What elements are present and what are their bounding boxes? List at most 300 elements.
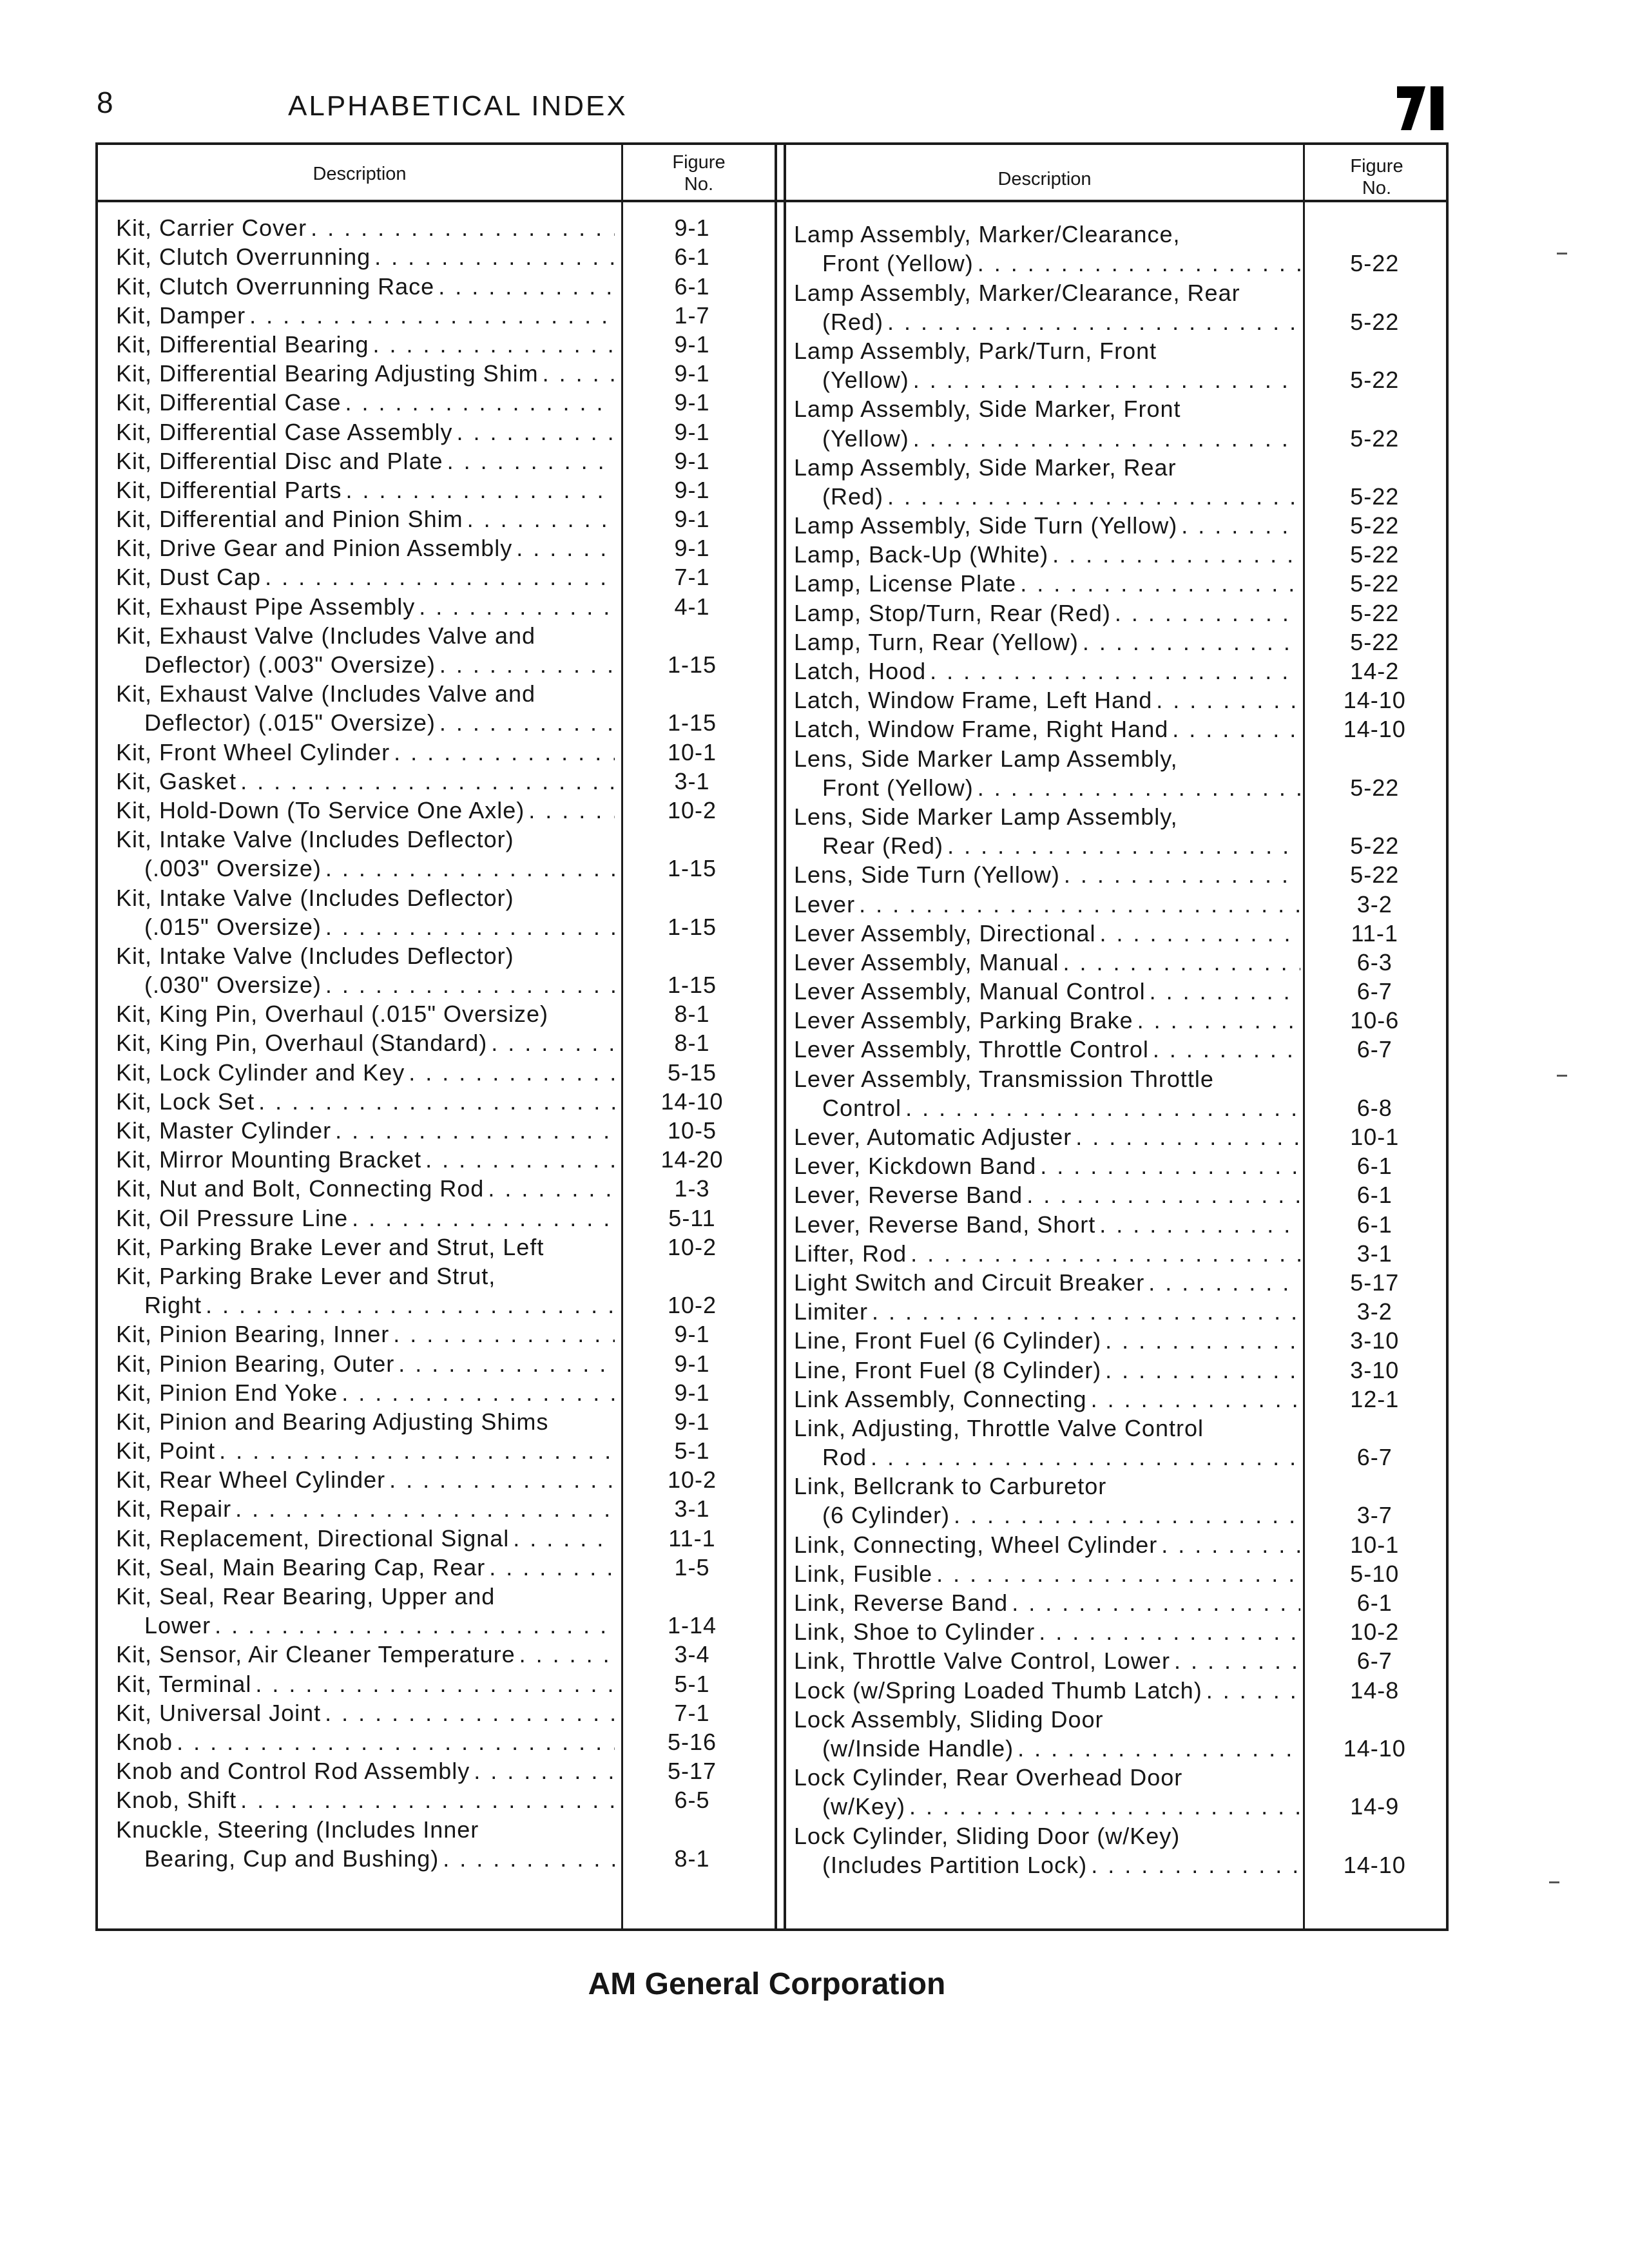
entry-figure-number: 14-9	[1350, 1793, 1400, 1820]
entry-description	[116, 303, 615, 329]
entry-figure-number: 3-10	[1350, 1327, 1400, 1354]
entry-text: Lever Assembly, Parking Brake	[794, 1008, 1133, 1034]
entry-description	[794, 979, 1300, 1004]
entry-figure-number: 10-2	[1350, 1619, 1400, 1646]
index-entry	[116, 241, 775, 270]
entry-description	[794, 484, 1300, 510]
dot-leader	[855, 892, 1300, 918]
entry-description	[116, 740, 615, 765]
dot-leader	[1144, 1270, 1300, 1296]
entry-text: (.030" Oversize)	[144, 972, 322, 999]
entry-figure-number: 6-1	[674, 273, 710, 300]
index-title: ALPHABETICAL INDEX	[288, 90, 628, 122]
right-figure-header	[1305, 155, 1449, 199]
entry-text: Kit, Intake Valve (Includes Deflector)	[116, 827, 514, 853]
entry-text: Lever, Automatic Adjuster	[794, 1124, 1072, 1150]
entry-description	[116, 827, 615, 852]
jeep-logo-icon	[1397, 84, 1455, 133]
margin-mark	[1557, 1075, 1567, 1077]
entry-text: Kit, Parking Brake Lever and Strut,	[116, 1263, 496, 1289]
entry-text: (Red)	[822, 483, 884, 510]
dot-leader	[1048, 542, 1300, 568]
left-figure-header	[623, 151, 775, 195]
entry-text: Kit, Differential Case Assembly	[116, 419, 453, 445]
entry-description	[116, 506, 615, 532]
dot-leader	[246, 303, 615, 329]
entry-description	[116, 361, 615, 387]
entry-figure-number: 14-10	[1343, 687, 1406, 714]
figure-label-line2: No.	[1362, 178, 1392, 198]
entry-description	[116, 1293, 615, 1318]
entry-figure-number: 5-22	[1350, 483, 1400, 510]
entry-figure-number: 5-22	[1350, 774, 1400, 801]
entry-figure-number: 9-1	[674, 389, 710, 416]
dot-leader	[487, 1030, 615, 1056]
entry-text: Kit, Intake Valve (Includes Deflector)	[116, 885, 514, 911]
entry-figure-number: 6-1	[1356, 1153, 1393, 1180]
entry-description	[794, 775, 1300, 801]
index-entry	[116, 445, 775, 474]
entry-description	[116, 1001, 615, 1027]
index-entry	[116, 1289, 775, 1318]
entry-description	[794, 1852, 1300, 1878]
entry-text: Kit, Dust Cap	[116, 564, 262, 591]
entry-figure-number: 3-1	[674, 1495, 710, 1523]
index-entry	[116, 940, 775, 969]
entry-text: (.003" Oversize)	[144, 856, 322, 882]
entry-description	[794, 1270, 1300, 1296]
dot-leader	[932, 1561, 1300, 1587]
entry-figure-number: 6-5	[674, 1787, 710, 1814]
entry-description	[116, 1235, 615, 1260]
index-entry	[794, 1296, 1449, 1325]
entry-figure-number: 6-1	[1356, 1182, 1393, 1209]
entry-figure-number: 8-1	[674, 1845, 710, 1872]
entry-description	[116, 943, 615, 969]
index-entry	[116, 590, 775, 619]
entry-figure-number: 9-1	[674, 215, 710, 242]
index-entry	[116, 1726, 775, 1755]
entry-description	[794, 1037, 1300, 1062]
dot-leader	[215, 1438, 615, 1464]
entry-text: Kit, Pinion Bearing, Inner	[116, 1321, 390, 1348]
entry-text: Lever, Kickdown Band	[794, 1153, 1037, 1180]
dot-leader	[1096, 921, 1301, 947]
entry-text: Link, Connecting, Wheel Cylinder	[794, 1532, 1158, 1558]
entry-description	[794, 280, 1300, 306]
entry-description	[116, 1321, 615, 1347]
entry-description	[116, 1147, 615, 1173]
entry-text: Knob and Control Rod Assembly	[116, 1758, 470, 1785]
index-entry	[794, 276, 1449, 305]
dot-leader	[371, 244, 615, 270]
dot-leader	[251, 1671, 615, 1697]
entry-text: Kit, Universal Joint	[116, 1700, 322, 1726]
index-entry	[116, 329, 775, 358]
entry-description	[794, 716, 1300, 742]
index-entry	[116, 300, 775, 329]
entry-figure-number: 3-7	[1356, 1502, 1393, 1529]
entry-figure-number: 14-20	[660, 1146, 724, 1173]
index-entry	[116, 1755, 775, 1784]
entry-description	[794, 1212, 1300, 1238]
entry-text: Kit, Differential Disc and Plate	[116, 448, 443, 474]
entry-text: (Red)	[822, 309, 884, 335]
index-entry	[794, 1238, 1449, 1267]
index-entry	[116, 823, 775, 852]
dot-leader	[322, 856, 615, 881]
entry-text: Lamp, Turn, Rear (Yellow)	[794, 629, 1079, 655]
entry-description	[116, 856, 615, 881]
index-entry	[116, 1581, 775, 1610]
entry-description	[116, 1584, 615, 1610]
entry-text: Kit, Gasket	[116, 768, 237, 794]
index-entry	[116, 416, 775, 445]
index-entry	[116, 1086, 775, 1115]
entry-description	[794, 1794, 1300, 1820]
index-entry	[116, 1318, 775, 1347]
entry-figure-number: 3-1	[1356, 1240, 1393, 1267]
entry-figure-number: 3-10	[1350, 1356, 1400, 1383]
dot-leader	[1157, 1532, 1300, 1558]
index-entry	[794, 1704, 1449, 1733]
dot-leader	[436, 652, 615, 678]
dot-leader	[1035, 1619, 1300, 1645]
entry-description	[116, 477, 615, 503]
dot-leader	[1059, 950, 1301, 975]
entry-description	[116, 914, 615, 940]
entry-description	[794, 1765, 1300, 1791]
index-entry	[794, 1325, 1449, 1354]
index-entry	[116, 1406, 775, 1435]
index-entry	[794, 218, 1449, 247]
entry-description	[794, 1532, 1300, 1558]
entry-description	[794, 1619, 1300, 1645]
index-entry	[116, 707, 775, 736]
entry-figure-number: 9-1	[674, 506, 710, 533]
entry-description	[116, 1787, 615, 1813]
index-entry	[116, 969, 775, 998]
index-entry	[116, 1843, 775, 1872]
entry-text: Kit, Pinion Bearing, Outer	[116, 1350, 395, 1377]
dot-leader	[883, 309, 1300, 335]
dot-leader	[463, 506, 615, 532]
entry-text: (Yellow)	[822, 367, 909, 394]
entry-description	[794, 1416, 1300, 1441]
entry-figure-number: 9-1	[674, 1408, 710, 1435]
index-entry	[116, 1377, 775, 1406]
entry-text: (Yellow)	[822, 425, 909, 452]
entry-figure-number: 5-22	[1350, 861, 1400, 889]
dot-leader	[909, 367, 1301, 393]
index-entry	[116, 1027, 775, 1056]
entry-text: Kit, Differential Bearing	[116, 331, 369, 358]
dot-leader	[926, 658, 1300, 684]
entry-description	[794, 892, 1300, 918]
entry-description	[116, 1758, 615, 1784]
entry-description	[794, 1736, 1300, 1762]
entry-figure-number: 9-1	[674, 418, 710, 445]
index-entry	[116, 503, 775, 532]
entry-description	[116, 1060, 615, 1086]
entry-figure-number: 3-1	[674, 767, 710, 794]
dot-leader	[1023, 1182, 1300, 1208]
index-entry	[794, 801, 1449, 830]
entry-description	[116, 274, 615, 300]
index-entry	[794, 1354, 1449, 1383]
entry-description	[116, 390, 615, 416]
dot-leader	[261, 564, 615, 590]
index-entry	[116, 1056, 775, 1085]
entry-description	[794, 426, 1300, 452]
entry-description	[116, 448, 615, 474]
entry-figure-number: 11-1	[1351, 919, 1398, 947]
entry-figure-number: 14-10	[660, 1088, 724, 1115]
entry-description	[116, 623, 615, 649]
index-entry	[794, 1150, 1449, 1179]
entry-description	[794, 338, 1300, 364]
entry-figure-number: 5-17	[667, 1758, 717, 1785]
entry-text: Kit, Hold-Down (To Service One Axle)	[116, 797, 525, 823]
entry-figure-number: 6-1	[674, 244, 710, 271]
index-entry	[794, 1412, 1449, 1441]
entry-text: Lower	[144, 1613, 211, 1639]
entry-description	[794, 1678, 1300, 1704]
entry-text: Lever Assembly, Throttle Control	[794, 1037, 1149, 1063]
entry-text: Front (Yellow)	[822, 251, 974, 277]
entry-text: Lens, Side Marker Lamp Assembly,	[794, 745, 1178, 772]
dot-leader	[901, 1095, 1300, 1121]
entry-figure-number: 14-10	[1343, 1851, 1406, 1878]
entry-description	[794, 1648, 1300, 1674]
entry-figure-number: 14-2	[1350, 658, 1400, 684]
entry-text: Kit, Parking Brake Lever and Strut, Left	[116, 1234, 545, 1260]
entry-description	[794, 921, 1300, 947]
entry-description	[794, 309, 1300, 335]
entry-description	[116, 885, 615, 911]
entry-text: Link, Bellcrank to Carburetor	[794, 1474, 1107, 1500]
entry-description	[116, 1671, 615, 1697]
figure-label-line2: No.	[684, 174, 714, 195]
entry-figure-number: 8-1	[674, 1030, 710, 1057]
entry-figure-number: 11-1	[668, 1524, 716, 1552]
entry-text: Knob	[116, 1729, 173, 1755]
entry-description	[794, 222, 1300, 247]
entry-description	[794, 629, 1300, 655]
index-entry	[116, 358, 775, 387]
index-entry	[794, 1849, 1449, 1878]
index-entry	[116, 794, 775, 823]
dot-leader	[1087, 1852, 1300, 1878]
index-entry	[116, 736, 775, 765]
dot-leader	[1008, 1590, 1300, 1616]
entry-text: Kit, Seal, Main Bearing Cap, Rear	[116, 1554, 486, 1581]
entry-figure-number: 5-22	[1350, 308, 1400, 335]
index-entry	[116, 561, 775, 590]
entry-figure-number: 14-10	[1343, 1735, 1406, 1762]
entry-description	[116, 1700, 615, 1726]
entry-text: Knuckle, Steering (Includes Inner	[116, 1816, 479, 1843]
entry-text: Rod	[822, 1445, 867, 1471]
index-entry	[794, 1062, 1449, 1091]
entry-text: Latch, Hood	[794, 658, 927, 684]
entry-description	[116, 594, 615, 620]
dot-leader	[509, 1526, 615, 1552]
entry-figure-number: 6-7	[1356, 978, 1393, 1005]
index-entry	[116, 1697, 775, 1726]
entry-figure-number: 3-4	[674, 1641, 710, 1668]
index-entry	[794, 510, 1449, 539]
dot-leader	[415, 594, 615, 620]
index-entry	[794, 335, 1449, 364]
dot-leader	[436, 710, 615, 736]
entry-text: Kit, Differential Bearing Adjusting Shim	[116, 361, 539, 387]
entry-text: Lock Cylinder, Sliding Door (w/Key)	[794, 1823, 1181, 1849]
entry-description	[116, 1496, 615, 1522]
entry-description	[794, 1153, 1300, 1179]
entry-text: Kit, Rear Wheel Cylinder	[116, 1467, 386, 1494]
entry-description	[794, 1008, 1300, 1033]
dot-leader	[322, 972, 615, 998]
entry-description	[794, 833, 1300, 859]
entry-text: Kit, Nut and Bolt, Connecting Rod	[116, 1176, 485, 1202]
entry-text: Kit, Clutch Overrunning Race	[116, 273, 435, 300]
dot-leader	[453, 419, 615, 445]
entry-text: Kit, Oil Pressure Line	[116, 1205, 349, 1231]
index-entry	[116, 998, 775, 1027]
entry-description	[794, 1445, 1300, 1470]
dot-leader	[525, 798, 615, 823]
entry-figure-number: 10-1	[1350, 1124, 1400, 1150]
entry-text: Kit, Point	[116, 1438, 216, 1465]
index-entry	[116, 1639, 775, 1667]
dot-leader	[867, 1445, 1300, 1470]
entry-description	[116, 1613, 615, 1639]
dot-leader	[470, 1758, 615, 1784]
entry-description	[794, 1474, 1300, 1499]
index-entry	[116, 1667, 775, 1696]
index-entry	[794, 655, 1449, 684]
entry-description	[794, 571, 1300, 597]
entry-figure-number: 5-22	[1350, 367, 1400, 394]
entry-text: Kit, Exhaust Valve (Includes Valve and	[116, 681, 536, 707]
dot-leader	[342, 477, 615, 503]
dot-leader	[369, 332, 615, 358]
entry-text: Kit, Differential and Pinion Shim	[116, 506, 463, 533]
entry-description	[794, 367, 1300, 393]
entry-description	[794, 804, 1300, 830]
entry-text: Front (Yellow)	[822, 774, 974, 801]
right-entries	[794, 218, 1449, 1878]
entry-description	[794, 455, 1300, 481]
entry-description	[794, 1823, 1300, 1849]
index-entry	[794, 888, 1449, 917]
index-entry	[116, 1202, 775, 1231]
dot-leader	[1036, 1153, 1300, 1179]
entry-description	[116, 1729, 615, 1755]
index-entry	[794, 626, 1449, 655]
entry-figure-number: 10-6	[1350, 1007, 1400, 1034]
entry-description	[116, 798, 615, 823]
entry-figure-number: 3-2	[1356, 890, 1393, 918]
entry-figure-number: 9-1	[674, 1321, 710, 1348]
entry-text: Lamp Assembly, Side Marker, Front	[794, 396, 1181, 423]
entry-description	[794, 1299, 1300, 1325]
entry-description	[794, 1124, 1300, 1150]
entry-text: Kit, Lock Cylinder and Key	[116, 1059, 405, 1086]
entry-figure-number: 5-17	[1350, 1269, 1400, 1296]
entry-figure-number: 12-1	[1350, 1385, 1400, 1412]
index-entry	[794, 1645, 1449, 1674]
entry-figure-number: 5-10	[1350, 1560, 1400, 1587]
dot-leader	[950, 1503, 1300, 1528]
index-entry	[116, 1813, 775, 1842]
index-entry	[794, 1791, 1449, 1820]
entry-figure-number: 5-15	[667, 1059, 717, 1086]
dot-leader	[307, 215, 615, 241]
dot-leader	[1111, 601, 1301, 626]
entry-figure-number: 5-22	[1350, 541, 1400, 568]
index-entry	[116, 1115, 775, 1144]
entry-text: Kit, King Pin, Overhaul (Standard)	[116, 1030, 488, 1057]
entry-description	[116, 535, 615, 561]
entry-description	[116, 1206, 615, 1231]
entry-text: Right	[144, 1293, 202, 1319]
entry-text: Deflector) (.003" Oversize)	[144, 652, 436, 678]
entry-text: Kit, Mirror Mounting Bracket	[116, 1147, 422, 1173]
entry-text: Lamp, Back-Up (White)	[794, 542, 1049, 568]
dot-leader	[394, 1351, 615, 1377]
index-entry	[794, 684, 1449, 713]
dot-leader	[512, 535, 615, 561]
dot-leader	[1095, 1212, 1300, 1238]
entry-text: Kit, Damper	[116, 302, 246, 329]
dot-leader	[1060, 862, 1301, 888]
entry-text: Control	[822, 1095, 902, 1121]
entry-figure-number: 5-1	[674, 1670, 710, 1697]
index-entry	[116, 1435, 775, 1464]
entry-figure-number: 10-2	[667, 1292, 717, 1319]
index-entry	[794, 713, 1449, 742]
entry-text: Kit, Drive Gear and Pinion Assembly	[116, 535, 513, 562]
entry-figure-number: 1-7	[674, 302, 710, 329]
entry-description	[794, 396, 1300, 422]
index-entry	[794, 1441, 1449, 1470]
dot-leader	[974, 251, 1301, 276]
entry-description	[794, 1590, 1300, 1616]
entry-description	[116, 1264, 615, 1289]
entry-description	[116, 681, 615, 707]
dot-leader	[883, 484, 1300, 510]
dot-leader	[348, 1206, 615, 1231]
dot-leader	[539, 361, 615, 387]
index-entry	[116, 212, 775, 241]
entry-text: (.015" Oversize)	[144, 914, 322, 940]
entry-description	[116, 1467, 615, 1493]
entry-figure-number: 5-22	[1350, 628, 1400, 655]
dot-leader	[485, 1555, 615, 1581]
dot-leader	[868, 1299, 1300, 1325]
dot-leader	[255, 1089, 615, 1115]
entry-text: Lever	[794, 891, 856, 918]
index-entry	[794, 1733, 1449, 1762]
entry-text: Kit, Differential Case	[116, 390, 342, 416]
entry-text: Lever, Reverse Band, Short	[794, 1211, 1096, 1238]
dot-leader	[516, 1642, 615, 1667]
index-entry	[116, 881, 775, 910]
entry-figure-number: 5-22	[1350, 250, 1400, 277]
dot-leader	[341, 390, 615, 416]
